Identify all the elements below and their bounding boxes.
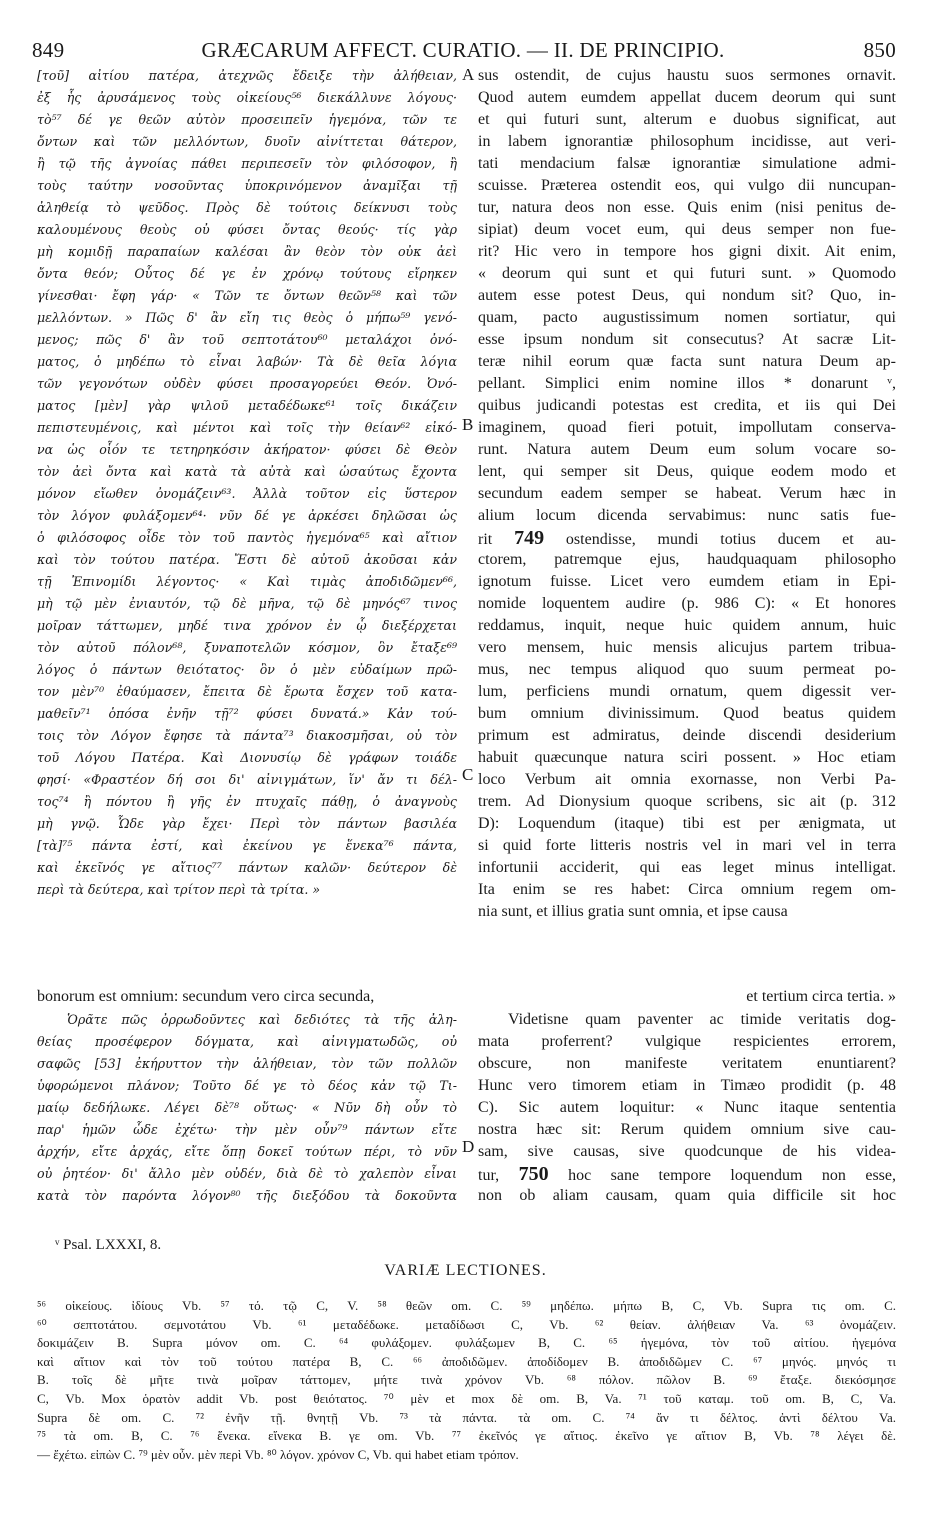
greek-text-line: καὶ τὸν τούτου πατέρα. Ἔστι δὲ αὐτοῦ ἀκοῦσαι κἀν [37, 552, 457, 567]
greek-text-line: ἀρχήν, εἴτε ἀρχάς, εἴτε ὅπῃ δοκεῖ τούτων πέρι, τὸ νῦν [37, 1144, 457, 1159]
latin-text-line: D): Loquendum (itaque) tibi est per ænigmata, ut [478, 815, 896, 832]
greek-text-line: καλουμένους θεοὺς οὐ φύσει ὄντας θεούς· τίς γὰρ [37, 222, 457, 237]
latin-text-line: nomide loquentem audire (p. 986 C): « Et honores [478, 595, 896, 612]
latin-text-line: teræ nihil eorum quæ facta sunt natura Deum ap- [478, 353, 896, 370]
greek-text-line: [τὰ]⁷⁵ πάντα ἐστί, καὶ ἐκείνου γε ἕνεκα⁷⁶ πάντα, [37, 838, 457, 853]
latin-text-line: autem esse potest Deus, qui nondum sit? Quo, in- [478, 287, 896, 304]
variant-reading-line: δοκιμάζειν B. Supra μόνον om. C. ⁶⁴ φυλάξομεν. φυλάξωμεν B, C. ⁶⁵ ἡγεμόνα, τὸν τοῦ αἰτίου. ἡγεμόνα [37, 1335, 896, 1351]
greek-text-line: γίνεσθαι· ἔφη γάρ· « Τῶν τε ὄντων θεῶν⁵⁸ καὶ τῶν [37, 288, 457, 303]
greek-text-line: τὸν ἀεὶ ὄντα καὶ κατὰ τὰ αὐτὰ καὶ ὡσαύτως ἔχοντα [37, 464, 457, 479]
greek-text-line: λόγος ὁ πάντων θειότατος· ὃν ὁ μὲν εὐδαίμων πρῶ- [37, 662, 457, 677]
latin-text-line: Videtisne quam paventer ac timide veritatis dog- [508, 1011, 896, 1028]
variant-reading-line: καὶ αἴτιον καὶ τὸν τοῦ τούτου πατέρα B, C. ⁶⁶ ἀποδιδῶμεν. ἀποδίδομεν B. ἀποδιδῶμεν C. ⁶⁷ μηνός. μηνός τι [37, 1353, 896, 1369]
greek-text-line: μαθεῖν⁷¹ ὁπόσα ἐνῆν τῇ⁷² φύσει δυνατά.» Κἀν τού- [37, 706, 457, 721]
latin-text-line: trem. Ad Dionysium quoque scribens, sic ait (p. 312 [478, 793, 896, 810]
greek-text-line: να ὡς οἷόν τε τετηρηκόσιν ἀκήρατον· φύσει δὲ Θεὸν [37, 442, 457, 457]
spanning-line [37, 985, 896, 1009]
latin-text-line: obscure, non manifeste veritatem enuntiarent? [478, 1055, 896, 1072]
greek-text-line: οὐ ῥητέον· δι' ἄλλο μὲν οὐδέν, διὰ δὲ τὸ χαλεπὸν εἶναι [37, 1166, 457, 1181]
latin-text-line: rit 749 ostendisse, mundi totius ducem et au- [478, 527, 896, 549]
column-number: 750 [518, 1163, 549, 1185]
latin-text-line: alium locum dicenda servabimus: nunc satis fue- [478, 507, 896, 524]
latin-text-line: tur, 750 hoc sane tempore loquendum non esse, [478, 1163, 896, 1185]
greek-text-line: ὄντων καὶ τῶν μελλόντων, δυοῖν αἰνίττεται θάτερον, [37, 134, 457, 149]
greek-text-line: τὸν λόγον φυλάξομεν⁶⁴· νῦν δέ γε ἀρκέσει δηλῶσαι ὡς [37, 508, 457, 523]
greek-text-line: τον μὲν⁷⁰ ἐθαύμασεν, ἔπειτα δὲ ἔρωτα ἔσχεν τοῦ κατα- [37, 684, 457, 699]
greek-text-line: ματος, ὁ μηδέπω τὸ εἶναι λαβών· Τὰ δὲ θεῖα λόγια [37, 354, 457, 369]
latin-text-line: secundum eadem semper se habeat. Verum hæc in [478, 485, 896, 502]
latin-text-line: Ita enim se res habet: Circa omnium regem om- [478, 881, 896, 898]
latin-text-line: non ob aliam causam, quam quia difficile sit hoc [478, 1187, 896, 1204]
latin-text-line: in labem ignorantiæ philosophum incidisse, aut veri- [478, 133, 896, 150]
latin-column [478, 65, 896, 923]
greek-text-line: καὶ ἐκεῖνός γε αἴτιος⁷⁷ πάντων καλῶν· δεύτερον δὲ [37, 860, 457, 875]
latin-text-line: bum omnium divinissimum. Quod beatus quidem [478, 705, 896, 722]
greek-text-line: παρ' ἡμῶν ὧδε ἐχέτω· τὴν μὲν οὖν⁷⁹ πάντων εἴτε [37, 1122, 457, 1137]
greek-text-line: μὴ γνῷ. Ὧδε γὰρ ἔχει· Περὶ τὸν πάντων βασιλέα [37, 816, 457, 831]
latin-text-line: lent, qui semper sit Deus, quique eodem modo et [478, 463, 896, 480]
column-number: 749 [514, 527, 545, 549]
greek-text-line: ματος [μὲν] γὰρ ψιλοῦ μεταδέδωκε⁶¹ τοῖς δικάζειν [37, 398, 457, 413]
greek-text-line: μενος; πῶς δ' ἂν τοῦ σεπτοτάτου⁶⁰ μεταλάχοι ὀνό- [37, 332, 457, 347]
latin-text-line: imaginem, quoad fieri potuit, impollutam conserva- [478, 419, 896, 436]
greek-text-line: τοῦ Λόγου Πατέρα. Καὶ Διονυσίῳ δὲ γράφων τοιάδε [37, 750, 457, 765]
latin-text-line: lum, perficiens mundi ornatum, quem digessit ver- [478, 683, 896, 700]
latin-text-line: ignotum fuisse. Licet vero eumdem etiam in Epi- [478, 573, 896, 590]
greek-text-line: ἐξ ἧς ἀρυσάμενος τοὺς οἰκείους⁵⁶ διεκάλλυνε λόγους· [37, 90, 457, 105]
greek-text-line: τὸ⁵⁷ δέ γε θεῶν αὐτὸν προσειπεῖν ἡγεμόνα, τῶν τε [37, 112, 457, 127]
greek-text-line: περὶ τὰ δεύτερα, καὶ τρίτον περὶ τὰ τρίτα. » [37, 882, 321, 897]
margin-marker-c: C [462, 765, 474, 784]
spanning-line-right: et tertium circa tertia. » [746, 988, 896, 1005]
latin-text-line: loco Verbum ait omnia exornasse, non Verbi Pa- [478, 771, 896, 788]
latin-text-line: quibus judicandi potestas est credita, et iis qui Dei [478, 397, 896, 414]
latin-text-line: scuisse. Præterea ostendit eos, qui vulgo dii nuncupan- [478, 177, 896, 194]
latin-text-line: Hunc vero timorem etiam in Timæo prodidit (p. 48 [478, 1077, 896, 1094]
variant-reading-line: C, Vb. Mox ὁρατὸν addit Vb. post θειότατος. ⁷⁰ μὲν et mox δὲ om. B, Va. ⁷¹ τοῦ καταμ. τοῦ om. B, C, Va. [37, 1390, 896, 1406]
greek-text-line: τος⁷⁴ ἢ πόντου ἢ γῆς ἐν πτυχαῖς πάθῃ, ὁ ἀναγνοὺς [37, 794, 457, 809]
latin-text-line: infortunii acciderit, qui eas leget minus intelligat. [478, 859, 896, 876]
greek-text-line: μὴ τῷ μὲν ἐνιαυτόν, τῷ δὲ μῆνα, τῷ δὲ μηνός⁶⁷ τινος [37, 596, 457, 611]
margin-marker-d: D [462, 1137, 475, 1156]
variant-reading-line: ⁷⁵ τὰ om. B, C. ⁷⁶ ἕνεκα. εἵνεκα B. γε om. Vb. ⁷⁷ ἐκεῖνός γε αἴτιος. ἐκεῖνο γε αἴτιον B, Vb. ⁷⁸ λέγει δὲ. [37, 1428, 896, 1444]
greek-text-line: κατὰ τὸν παρόντα λόγον⁸⁰ τῆς διεξόδου τὰ δοκοῦντα [37, 1188, 457, 1203]
latin-column-lower [478, 1009, 896, 1207]
latin-text-line: sam, sive causas, sive quodcunque de his videa- [478, 1143, 896, 1160]
footnote: ᵛ Psal. LXXXI, 8. [55, 1237, 162, 1253]
variae-lectiones [37, 1297, 896, 1464]
margin-marker-b: B [462, 415, 474, 434]
latin-text-line: esse ipsum nondum sit consecutus? At sacræ Lit- [478, 331, 896, 348]
greek-text-line: τὸν αὐτοῦ πόλον⁶⁸, ξυναποτελῶν κόσμον, ὃν ἔταξε⁶⁹ [37, 640, 457, 655]
greek-text-line: μελλόντων. » Πῶς δ' ἂν εἴη τις θεὸς ὁ μήπω⁵⁹ γενό- [37, 310, 457, 325]
latin-text-line: reddamus, inquit, neque huic quidem annum, huic [478, 617, 896, 634]
page-number-right: 850 [863, 38, 896, 62]
latin-text-line: pellant. Simplici enim nomine illos * donarunt ᵛ, [478, 375, 896, 392]
latin-text-line: ctorem, patremque ejus, haudquaquam philosopho [478, 551, 896, 568]
latin-text-line: C). Sic autem loquitur: « Nunc itaque sententia [478, 1099, 896, 1116]
latin-text-line: et qui futuri sunt, alterum e duobus significat, aut [478, 111, 896, 128]
latin-text-line: tati mendacium falsæ ignorantiæ simulatione admi- [478, 155, 896, 172]
greek-text-line: μόνον εἴωθεν ὀνομάζειν⁶³. Ἀλλὰ τοῦτον εἰς ὕστερον [37, 486, 457, 501]
variant-reading-line: Supra δὲ om. C. ⁷² ἐνῆν τῇ. θνητῇ Vb. ⁷³ τὰ πάντα. τὰ om. C. ⁷⁴ ἄν τι δέλτος. ἀντὶ δέλτου Va. [37, 1409, 896, 1425]
greek-text-line: πεπιστευμένοις, καὶ μέντοι καὶ τοῖς τὴν θείαν⁶² εἰκό- [37, 420, 457, 435]
greek-text-line: μὴ κομιδῇ παραπαίων καλέσαι ἂν θεὸν τὸν οὐκ ἀεὶ [37, 244, 457, 259]
greek-text-line: ἀληθείᾳ τὸ ψεῦδος. Πρὸς δὲ τούτοις δείκνυσι τοὺς [37, 200, 457, 215]
latin-text-line: mata proferrent? vulgique respicientes errorem, [478, 1033, 896, 1050]
variant-reading-line: ⁵⁶ οἰκείους. ἰδίους Vb. ⁵⁷ τό. τῷ C, V. ⁵⁸ θεῶν om. C. ⁵⁹ μηδέπω. μήπω B, C, Vb. Supra τις om. C. [37, 1298, 896, 1313]
greek-text-line: σαφῶς [53] ἐκήρυττον τὴν ἀλήθειαν, τὸν τῶν πολλῶν [37, 1056, 457, 1071]
variant-reading-line: — ἔχέτω. εἰπὼν C. ⁷⁹ μὲν οὖν. μὲν περὶ Vb. ⁸⁰ λόγον. χρόνον C, Vb. qui habet etiam τρόπον. [37, 1446, 519, 1462]
latin-text-line: primum est admiratus, deinde discendi desiderium [478, 727, 896, 744]
greek-text-line: τοὺς ταύτην νοσοῦντας ὑποκρινόμενον ἀναμῖξαι τῇ [37, 178, 457, 193]
running-title: GRÆCARUM AFFECT. CURATIO. — II. DE PRINCIPIO. [201, 38, 725, 62]
variant-reading-line: B. τοῖς δὲ μῆτε τινὰ μοῖραν τάττομεν, μήτε τινὰ χρόνον Vb. ⁶⁸ πόλον. πῶλον B. ⁶⁹ ἔταξε. διεκόσμησε [37, 1372, 896, 1388]
greek-text-line: ὄντα θεόν; Οὗτος δέ γε ἐν χρόνῳ τούτους εἴρηκεν [37, 266, 457, 281]
greek-text-line: τοις τὸν Λόγον ἔφησε τὰ πάντα⁷³ διακοσμῆσαι, οὐ τὸν [37, 728, 457, 743]
latin-text-line: mus, nec tempus aliquod quo suum permeat po- [478, 661, 896, 678]
page-number-left: 849 [32, 38, 65, 62]
variant-reading-line: ⁶⁰ σεπτοτάτου. σεμνοτάτου Vb. ⁶¹ μεταδέδωκε. μεταδίδωσι C, Vb. ⁶² θείαν. ἀλήθειαν Va. ⁶³ ὀνομάζειν. [37, 1316, 896, 1332]
greek-text-line: ὑφορώμενοι πλάνον; Τοῦτο δέ γε τὸ δέος κἀν τῷ Τι- [37, 1078, 457, 1093]
greek-text-line: Ὁρᾶτε πῶς ὀρρωδοῦντες καὶ δεδιότες τὰ τῆς ἀλη- [67, 1012, 457, 1027]
latin-text-line: Quod autem eumdem appellat ducem deorum qui sunt [478, 89, 896, 106]
latin-text-line: vero mensem, huic mensis alicujus partem tribua- [478, 639, 896, 656]
greek-column [37, 65, 457, 901]
greek-text-line: φησί· «Φραστέον δή σοι δι' αἰνιγμάτων, ἵν' ἄν τι δέλ- [37, 772, 457, 787]
running-header [30, 38, 896, 68]
latin-text-line: nostra hæc sit: Rerum quidem omnium sive cau- [478, 1121, 896, 1138]
greek-text-line: ὁ φιλόσοφος οἶδε τὸν τοῦ παντὸς ἡγεμόνα⁶⁵ καὶ αἴτιον [37, 530, 457, 545]
latin-text-line: « deorum qui sunt et qui futuri sunt. » Quomodo [478, 265, 896, 282]
spanning-line-left: bonorum est omnium: secundum vero circa secunda, [37, 988, 375, 1005]
margin-marker-a: A [462, 65, 475, 84]
greek-text-line: μοῖραν τάττωμεν, μηδέ τινα χρόνον ἐν ᾧ διεξέρχεται [37, 618, 457, 633]
latin-text-line: tur, natura deos non esse. Quis enim (nisi penitus de- [478, 199, 896, 216]
greek-text-line: τῇ Ἐπινομίδι λέγοντος· « Καὶ τιμὰς ἀποδιδῶμεν⁶⁶, [37, 574, 457, 589]
greek-text-line: [τοῦ] αἰτίου πατέρα, ἀτεχνῶς ἔδειξε τὴν ἀλήθειαν, [37, 68, 457, 83]
latin-text-line: quam, pacto augustissimum nomen sortiatur, qui [478, 309, 896, 326]
variae-lectiones-title: VARIÆ LECTIONES. [384, 1262, 547, 1279]
greek-text-line: τῶν γεγονότων οὐδὲν φύσει προσαγορεύει Θεόν. Ὀνό- [37, 376, 457, 391]
greek-column-lower [37, 1009, 457, 1207]
latin-text-line: rit? Hic vero in tempore hos gigni dixit. Ait enim, [478, 243, 896, 260]
latin-text-line: nia sunt, et illius gratia sunt omnia, et ipse causa [478, 903, 788, 920]
greek-text-line: θείας προσέφερον δόγματα, καὶ αἰνιγματωδῶς, οὐ [37, 1034, 457, 1049]
latin-text-line: runt. Natura autem Deum eum solum vocare so- [478, 441, 896, 458]
greek-text-line: ἢ τῷ τῆς ἀγνοίας πάθει περιπεσεῖν τὸν φιλόσοφον, ἢ [37, 156, 457, 171]
latin-text-line: sus ostendit, de cujus haustu suos sermones ornavit. [478, 67, 896, 84]
latin-text-line: habuit quæcunque natura sciri possent. » Hoc etiam [478, 749, 896, 766]
latin-text-line: sipiat) deum vocet eum, qui deus semper non fue- [478, 221, 896, 238]
greek-text-line: μαίῳ δεδήλωκε. Λέγει δὲ⁷⁸ οὕτως· « Νῦν δὴ οὖν τὸ [37, 1100, 457, 1115]
latin-text-line: si quid forte litteris nostris vel in mari vel in terra [478, 837, 896, 854]
